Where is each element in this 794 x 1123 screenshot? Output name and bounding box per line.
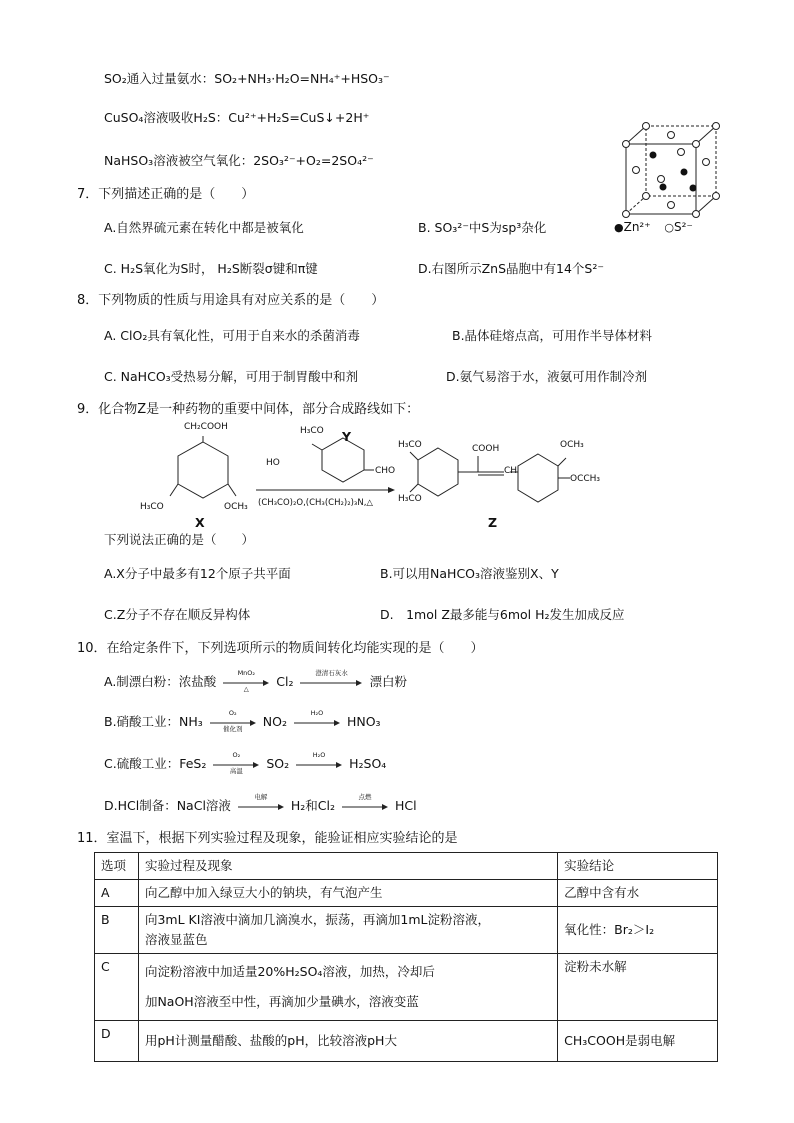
q9-intro: 下列说法正确的是（ ） xyxy=(104,532,255,547)
q10c-post: H₂SO₄ xyxy=(349,756,387,771)
x-label: X xyxy=(195,515,205,530)
q10a-mid: Cl₂ xyxy=(276,674,294,689)
q8-stem xyxy=(77,292,384,310)
row-b-procedure-line: 溶液显蓝色 xyxy=(144,932,208,947)
q10b-arrow-1-bottom: 催化剂 xyxy=(223,724,243,733)
q10-stem-text: 在给定条件下，下列选项所示的物质间转化均能实现的是（ ） xyxy=(106,641,484,656)
row-a-conclusion: 乙醇中含有水 xyxy=(558,880,718,907)
q7-number: 7． xyxy=(77,187,99,202)
q10-stem xyxy=(77,640,484,658)
q10c-arrow-2-top: H₂O xyxy=(312,750,326,759)
legend-s: S²⁻ xyxy=(674,220,693,234)
q11-stem-text: 室温下，根据下列实验过程及现象，能验证相应实验结论的是 xyxy=(106,831,458,846)
q9-option-a: A.X分子中最多有12个原子共平面 xyxy=(104,566,291,581)
q10b-arrow-1-top: O₂ xyxy=(228,708,237,717)
q10c-arrow-1 xyxy=(213,750,259,775)
q10d-post: HCl xyxy=(394,798,417,813)
q10a-arrow-1-top: MnO₂ xyxy=(237,668,256,677)
header-option: 选项 xyxy=(95,853,139,880)
reaction-conditions: (CH₃CO)₂O,(CH₃(CH₂)₂)₃N,△ xyxy=(258,498,373,508)
q10d-arrow-1 xyxy=(238,792,284,814)
q7-stem xyxy=(77,186,254,204)
q10c-arrow-1-bottom: 高温 xyxy=(229,766,243,775)
legend-zn: Zn²⁺ xyxy=(623,220,651,234)
q10d-arrow-2 xyxy=(342,792,388,814)
row-d-procedure-line: 用pH计测量醋酸、盐酸的pH，比较溶液pH大 xyxy=(144,1033,397,1048)
q8-option-c: C. NaHCO₃受热易分解，可用于制胃酸中和剂 xyxy=(104,369,359,384)
table-row xyxy=(95,1021,718,1062)
z-och3-group: OCH₃ xyxy=(560,440,584,450)
row-a-option: A xyxy=(95,880,139,907)
q9-option-b: B.可以用NaHCO₃溶液鉴别X、Y xyxy=(380,566,559,581)
header-procedure: 实验过程及现象 xyxy=(138,853,557,880)
q10-option-d xyxy=(104,792,417,815)
row-d-option: D xyxy=(95,1021,139,1062)
x-right-group: OCH₃ xyxy=(224,502,248,512)
q6-option-c xyxy=(104,109,369,127)
q8-option-d: D.氨气易溶于水，液氨可用作制冷剂 xyxy=(446,369,648,384)
q6-option-d xyxy=(104,152,374,170)
row-d-procedure xyxy=(138,1021,557,1062)
table-row xyxy=(95,907,718,954)
table-row xyxy=(95,880,718,907)
row-c-option: C xyxy=(95,954,139,1021)
q6-option-d-text: NaHSO₃溶液被空气氧化：2SO₃²⁻+O₂=2SO₄²⁻ xyxy=(104,153,374,168)
q7-option-c: C. H₂S氧化为S时， H₂S断裂σ键和π键 xyxy=(104,261,318,276)
row-c-procedure xyxy=(138,954,557,1021)
q8-stem-text: 下列物质的性质与用途具有对应关系的是（ ） xyxy=(98,293,385,308)
q10b-arrow-2 xyxy=(294,708,340,730)
row-a-procedure xyxy=(138,880,557,907)
header-conclusion: 实验结论 xyxy=(558,853,718,880)
q10b-post: HNO₃ xyxy=(346,714,381,729)
q9-stem-text: 化合物Z是一种药物的重要中间体，部分合成路线如下： xyxy=(98,402,420,417)
row-c-procedure-line: 向淀粉溶液中加适量20%H₂SO₄溶液，加热，冷却后 xyxy=(144,964,435,979)
experiment-table xyxy=(94,852,718,1062)
compound-x-ring xyxy=(168,436,238,506)
q7-option-b: B. SO₃²⁻中S为sp³杂化 xyxy=(418,220,547,235)
q10d-arrow-1-top: 电解 xyxy=(254,792,268,801)
q10a-post: 漂白粉 xyxy=(369,674,407,689)
q10a-arrow-2 xyxy=(300,668,362,690)
q10d-mid: H₂和Cl₂ xyxy=(290,798,336,813)
q10b-arrow-1 xyxy=(210,708,256,733)
q10-option-b xyxy=(104,708,381,733)
z-bottom-left-group: H₃CO xyxy=(398,494,422,504)
q10b-mid: NO₂ xyxy=(262,714,287,729)
x-left-group: H₃CO xyxy=(140,502,164,512)
row-c-procedure-line: 加NaOH溶液至中性，再滴加少量碘水，溶液变蓝 xyxy=(144,994,419,1009)
y-right-group: CHO xyxy=(375,466,396,476)
q11-stem xyxy=(77,830,458,848)
q6-option-b xyxy=(104,70,390,88)
row-a-procedure-line: 向乙醇中加入绿豆大小的钠块，有气泡产生 xyxy=(144,885,383,900)
q10c-arrow-2 xyxy=(296,750,342,772)
z-label: Z xyxy=(488,515,498,530)
q10c-pre: C.硫酸工业：FeS₂ xyxy=(104,756,207,771)
q10c-arrow-1-top: O₂ xyxy=(232,750,241,759)
q7-stem-text: 下列描述正确的是（ ） xyxy=(98,187,255,202)
q10b-arrow-2-top: H₂O xyxy=(310,708,324,717)
q8-option-a: A. ClO₂具有氧化性，可用于自来水的杀菌消毒 xyxy=(104,328,360,343)
q10a-arrow-2-top: 澄清石灰水 xyxy=(315,668,348,677)
q8-number: 8． xyxy=(77,293,99,308)
q6-option-c-text: CuSO₄溶液吸收H₂S：Cu²⁺+H₂S=CuS↓+2H⁺ xyxy=(104,110,370,125)
q10a-pre: A.制漂白粉：浓盐酸 xyxy=(104,674,217,689)
z-cooh-group: COOH xyxy=(472,444,500,454)
q10c-mid: SO₂ xyxy=(266,756,290,771)
row-b-procedure xyxy=(138,907,557,954)
row-c-conclusion: 淀粉未水解 xyxy=(558,954,718,1021)
q11-number: 11． xyxy=(77,831,107,846)
q10b-pre: B.硝酸工业：NH₃ xyxy=(104,714,203,729)
q9-option-c: C.Z分子不存在顺反异构体 xyxy=(104,607,251,622)
q9-option-d: D. 1mol Z最多能与6mol H₂发生加成反应 xyxy=(380,607,625,622)
q6-option-b-text: SO₂通入过量氨水：SO₂+NH₃·H₂O=NH₄⁺+HSO₃⁻ xyxy=(104,71,390,86)
z-top-left-group: H₃CO xyxy=(398,440,422,450)
row-b-procedure-line: 向3mL KI溶液中滴加几滴溴水，振荡，再滴加1mL淀粉溶液， xyxy=(144,912,490,927)
q10a-arrow-1 xyxy=(223,668,269,693)
q10-option-a xyxy=(104,668,407,693)
zns-legend: ●Zn²⁺ ○S²⁻ xyxy=(614,220,693,234)
q10d-pre: D.HCl制备：NaCl溶液 xyxy=(104,798,231,813)
x-top-group: CH₂COOH xyxy=(184,422,228,432)
q10-option-c xyxy=(104,750,387,775)
z-ch-group: CH xyxy=(504,466,518,476)
q9-stem xyxy=(77,401,419,419)
table-row xyxy=(95,954,718,1021)
q7-option-a: A.自然界硫元素在转化中都是被氧化 xyxy=(104,220,304,235)
reaction-scheme xyxy=(140,418,610,528)
row-b-conclusion: 氧化性：Br₂＞I₂ xyxy=(558,907,718,954)
y-left-group: HO xyxy=(266,458,280,468)
y-label: Y xyxy=(342,429,352,444)
z-oac-group: OCCH₃ xyxy=(570,474,601,484)
q10-number: 10． xyxy=(77,641,107,656)
y-top-group: H₃CO xyxy=(300,426,324,436)
q7-option-d: D.右图所示ZnS晶胞中有14个S²⁻ xyxy=(418,261,604,276)
zns-unit-cell-figure xyxy=(618,122,728,222)
row-b-option: B xyxy=(95,907,139,954)
q9-number: 9． xyxy=(77,402,99,417)
q10a-arrow-1-bottom: △ xyxy=(243,684,249,693)
row-d-conclusion: CH₃COOH是弱电解 xyxy=(558,1021,718,1062)
table-header-row xyxy=(95,853,718,880)
reaction-arrow xyxy=(256,486,396,494)
q10d-arrow-2-top: 点燃 xyxy=(358,792,372,801)
q8-option-b: B.晶体硅熔点高，可用作半导体材料 xyxy=(452,328,653,343)
